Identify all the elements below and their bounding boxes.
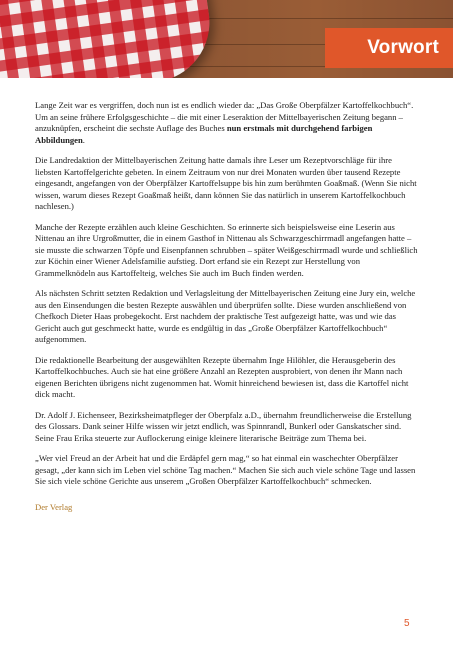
text-run: Manche der Rezepte erzählen auch kleine Geschichten. So erinnerte sich beispielsweise eine Leserin aus Nittenau an ihre Urgroßmutter, die in einem Gasthof in Nittenau als Schwarzgeschirrmadl angefangen hatte – sie musste die schwarzen Töpfe und Eisenpfannen schrubben – später Weißgeschirrmadl wurde und schließlich zur Köchin einer Wiener Adelsfamilie aufstieg. Dort erfand sie ein Rezept zur Herstellung von Grammelknödeln aus Kartoffelteig, welches Sie auch im Buch finden werden. — [35, 221, 418, 278]
paragraph — [35, 355, 419, 401]
text-run: Dr. Adolf J. Eichenseer, Bezirksheimatpfleger der Oberpfalz a.D., übernahm freundlicherweise die Erstellung des Glossars. Dank seiner Hilfe wissen wir jetzt endlich, was Spinnrandl, Bunkerl oder Ganskatscher sind. Seine Frau Erika steuerte zur Auflockerung einige kleinere literarische Beiträge zum Thema bei. — [35, 409, 412, 443]
title-bar — [325, 28, 453, 68]
checkered-tablecloth-image — [0, 0, 217, 78]
header-banner — [0, 0, 453, 78]
text-run: Lange Zeit war es vergriffen, doch nun ist es endlich wieder da: „Das Große Oberpfälzer Kartoffelkochbuch“. Um an seine frühere Erfolgsgeschichte – die mit einer Leseraktion der Mittelbayerischen Zeitung begann – anzuknüpfen, erscheint die sechste Auflage des Buches — [35, 100, 414, 133]
body-text — [35, 100, 419, 522]
paragraph — [35, 155, 419, 213]
paragraph — [35, 453, 419, 488]
paragraph — [35, 100, 419, 146]
text-run: Die redaktionelle Bearbeitung der ausgewählten Rezepte übernahm Inge Hilöhler, die Herausgeberin des Kartoffelkochbuches. Auch sie hat eine größere Anzahl an Rezepten ausprobiert, von denen ihr Mann nach eigenen Berichten übrigens nicht zugenommen hat. Womit hinreichend bewiesen ist, dass die Kartoffel nicht dick macht. — [35, 354, 409, 399]
page-number: 5 — [404, 618, 410, 629]
paragraph — [35, 222, 419, 280]
text-run: Die Landredaktion der Mittelbayerischen Zeitung hatte damals ihre Leser um Rezeptvorschläge für ihre liebsten Kartoffelgerichte gebeten. In einem Zeitraum von nur drei Monaten wurden über tausend Rezepte eingesandt, angefangen von der Oberpfälzer Kartoffelsuppe bis hin zum berühmten Goaßmaß. (Wenn Sie nicht wissen, warum dieses Rezept Goaßmaß heißt, dann können Sie das natürlich in unserem Kartoffelkochbuch nachlesen.) — [35, 155, 417, 211]
paragraph — [35, 288, 419, 346]
bold-text: nun erstmals mit durchgehend farbigen Abbildungen — [35, 123, 373, 145]
text-run: „Wer viel Freud an der Arbeit hat und die Erdäpfel gern mag,“ so hat einmal ein waschechter Oberpfälzer gesagt, „der kann sich im Leben viel schöne Tag machen.“ Machen Sie sich auch viele schöne Tage und lassen Sie sich viele schöne Gerichte aus unserem „Großen Oberpfälzer Kartoffelkochbuch“ schmecken. — [35, 453, 416, 486]
page-title: Vorwort — [367, 37, 439, 58]
text-run: . — [82, 134, 85, 145]
paragraph — [35, 410, 419, 445]
signature: Der Verlag — [35, 501, 73, 512]
text-run: Als nächsten Schritt setzten Redaktion und Verlagsleitung der Mittelbayerischen Zeitung eine Jury ein, welche aus den Einsendungen die besten Rezepte auswählen und überprüfen sollte. Diese wurden anschließend von Chefkoch Dieter Haas probegekocht. Erst nachdem der praktische Test aufgezeigt hatte, was und wie das Gericht auch gut geschmeckt hatte, wurde es endgültig in das „Große Oberpfälzer Kartoffelkochbuch“ aufgenommen. — [35, 288, 416, 344]
